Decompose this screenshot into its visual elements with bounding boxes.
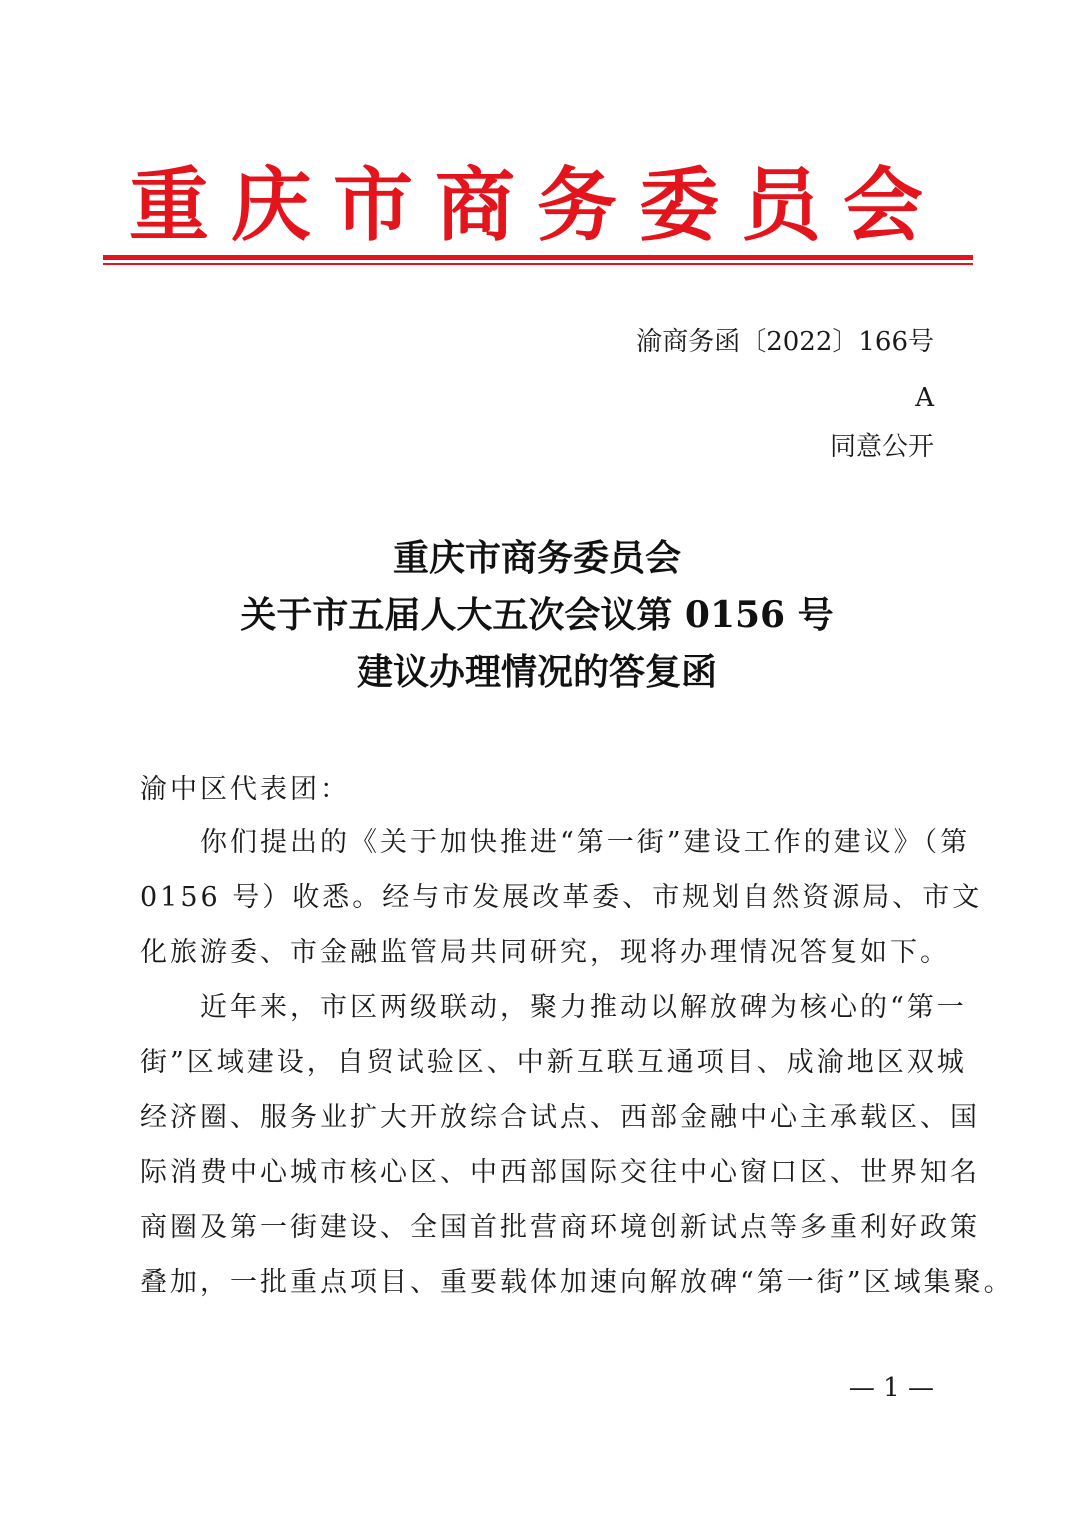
title-line-2: 关于市五届人大五次会议第 0156 号: [240, 594, 834, 636]
header-red-rule-thick: [103, 255, 973, 260]
paragraph-2-line: 街”区域建设，自贸试验区、中新互联互通项目、成渝地区双城: [140, 1047, 967, 1078]
paragraph-1: [140, 815, 983, 980]
paragraph-2-line: 际消费中心城市核心区、中西部国际交往中心窗口区、世界知名: [140, 1157, 980, 1188]
title-line-1: 重庆市商务委员会: [392, 537, 681, 579]
paragraph-2-line: 商圈及第一街建设、全国首批营商环境创新试点等多重利好政策: [140, 1212, 980, 1243]
title-line-3: 建议办理情况的答复函: [356, 651, 717, 693]
disclosure-status: 同意公开: [829, 432, 934, 462]
paragraph-2-line: 近年来，市区两级联动，聚力推动以解放碑为核心的“第一: [140, 992, 967, 1023]
paragraph-1-line: 你们提出的《关于加快推进“第一街”建设工作的建议》（第: [140, 827, 971, 858]
document-number: 渝商务函〔2022〕166号: [636, 327, 934, 357]
document-grade: A: [915, 383, 934, 413]
document-title: [0, 530, 1074, 701]
paragraph-2: [140, 980, 1014, 1310]
header-red-rule-thin: [103, 263, 973, 265]
paragraph-2-line: 叠加，一批重点项目、重要载体加速向解放碑“第一街”区域集聚。: [140, 1267, 1014, 1298]
paragraph-2-line: 经济圈、服务业扩大开放综合试点、西部金融中心主承载区、国: [140, 1102, 980, 1133]
issuer-header: 重庆市商务委员会: [129, 158, 945, 252]
paragraph-1-line: 化旅游委、市金融监管局共同研究，现将办理情况答复如下。: [140, 937, 950, 968]
salutation: 渝中区代表团：: [140, 774, 350, 805]
page-number: — 1 —: [848, 1373, 934, 1403]
paragraph-1-line: 0156 号）收悉。经与市发展改革委、市规划自然资源局、市文: [140, 882, 983, 913]
